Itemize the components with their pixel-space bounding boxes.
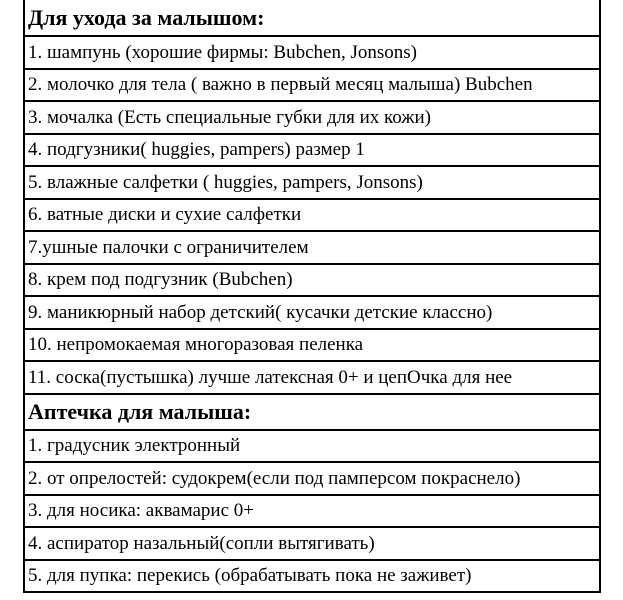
list-item: 11. соска(пустышка) лучше латексная 0+ и цепОчка для нее <box>25 360 599 393</box>
checklist-table <box>23 0 601 593</box>
list-item: 6. ватные диски и сухие салфетки <box>25 198 599 231</box>
section-title-baby-care: Для ухода за малышом: <box>28 4 265 30</box>
list-item: 1. градусник электронный <box>25 429 599 462</box>
list-item: 2. от опрелостей: судокрем(если под памперсом покраснело) <box>25 461 599 494</box>
list-item: 10. непромокаемая многоразовая пеленка <box>25 328 599 361</box>
list-item: 7.ушные палочки с ограничителем <box>25 230 599 263</box>
list-item: 5. для пупка: перекись (обрабатывать пока не заживет) <box>25 559 599 592</box>
list-item: 4. аспиратор назальный(сопли вытягивать) <box>25 526 599 559</box>
section-title-first-aid: Аптечка для малыша: <box>25 393 599 429</box>
list-item: 2. молочко для тела ( важно в первый месяц малыша) Bubchen <box>25 68 599 101</box>
list-item: 4. подгузники( huggies, pampers) размер 1 <box>25 133 599 166</box>
list-item: 3. для носика: аквамарис 0+ <box>25 494 599 527</box>
list-item: 5. влажные салфетки ( huggies, pampers, Jonsons) <box>25 165 599 198</box>
list-item: 3. мочалка (Есть специальные губки для их кожи) <box>25 100 599 133</box>
list-item: 8. крем под подгузник (Bubchen) <box>25 263 599 296</box>
list-item: 1. шампунь (хорошие фирмы: Bubchen, Jonsons) <box>25 35 599 68</box>
list-item: 9. маникюрный набор детский( кусачки детские классно) <box>25 295 599 328</box>
